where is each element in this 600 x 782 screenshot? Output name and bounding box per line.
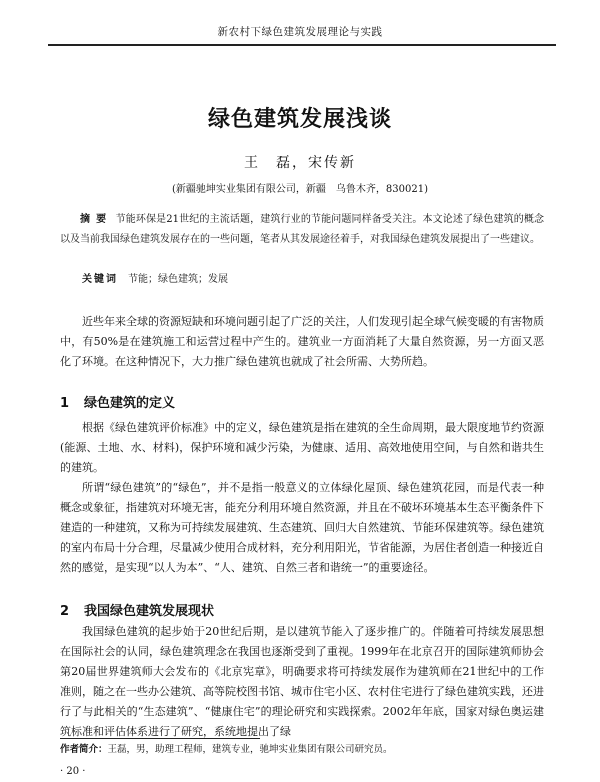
author-list: 王 磊，宋传新 [244,155,356,171]
abstract [60,210,544,250]
author-note [60,741,544,755]
author-note-text: 王磊，男，助理工程师，建筑专业，驰坤实业集团有限公司研究员。 [107,744,393,755]
author-affiliation: (新疆驰坤实业集团有限公司，新疆 乌鲁木齐，830021) [172,184,428,195]
author-note-label: 作者简介： [60,744,108,755]
running-head: 新农村下绿色建筑发展理论与实践 [217,26,383,38]
section-1-paragraph: 根据《绿色建筑评价标准》中的定义，绿色建筑是指在建筑的全生命周期，最大限度地节约资源(能源、土地、水、材料)，保护环境和减少污染，为健康、适用、高效地使用空间，与自然和谐共生的建筑。 [60,421,544,474]
section-2-paragraph: 我国绿色建筑的起步始于20世纪后期，是以建筑节能入了逐步推广的。伴随着可持续发展思想在国际社会的认同，绿色建筑理念在我国也逐渐受到了重视。1999年在北京召开的国际建筑师协会第20届世界建筑师大会发布的《北京宪章》，明确要求将可持续发展作为建筑师在21世纪中的工作准则，随之在一些办公建筑、高等院校图书馆、城市住宅小区、农村住宅进行了绿色建筑实践，还进行了与此相关的“生态建筑”、“健康住宅”的理论研究和实践探索。2002年年底，国家对绿色奥运建筑标准和评估体系进行了研究，系统地提出了绿 [60,625,544,738]
keywords-text: 节能；绿色建筑；发展 [128,274,228,285]
section-1-number: 1 [60,396,70,411]
section-2-number: 2 [60,604,70,619]
intro-paragraph: 近些年来全球的资源短缺和环境问题引起了广泛的关注，人们发现引起全球气候变暖的有害物质中，有50%是在建筑施工和运营过程中产生的。建筑业一方面消耗了大量自然资源，另一方面又恶化了环境。在这种情况下，大力推广绿色建筑也就成了社会所需、大势所趋。 [60,315,544,368]
section-2-heading [60,600,544,619]
section-1-heading [60,392,544,411]
abstract-text: 节能环保是21世纪的主流话题，建筑行业的节能问题同样备受关注。本文论述了绿色建筑的概念以及当前我国绿色建筑发展存在的一些问题，笔者从其发展途径着手，对我国绿色建筑发展提出了一些建议。 [60,214,544,245]
abstract-label: 摘要 [80,214,113,225]
keywords [82,270,542,290]
section-2-title: 我国绿色建筑发展现状 [84,604,215,619]
section-1-paragraph: 所谓“绿色建筑”的“绿色”，并不是指一般意义的立体绿化屋顶、绿色建筑花园，而是代表一种概念或象征，指建筑对环境无害，能充分利用环境自然资源，并且在不破坏环境基本生态平衡条件下建造的一种建筑，又称为可持续发展建筑、生态建筑、回归大自然建筑、节能环保建筑等。绿色建筑的室内布局十分合理，尽量减少使用合成材料，充分利用阳光，节省能源，为居住者创造一种接近自然的感觉，是实现“以人为本”、“人、建筑、自然三者和谐统一”的重要途径。 [60,481,544,574]
page-number: · 20 · [60,766,86,777]
header-rule [48,44,556,46]
section-1-title: 绿色建筑的定义 [84,396,176,411]
footnote-rule [60,738,260,739]
article-title: 绿色建筑发展浅谈 [207,107,392,132]
keywords-label: 关键词 [82,274,118,285]
